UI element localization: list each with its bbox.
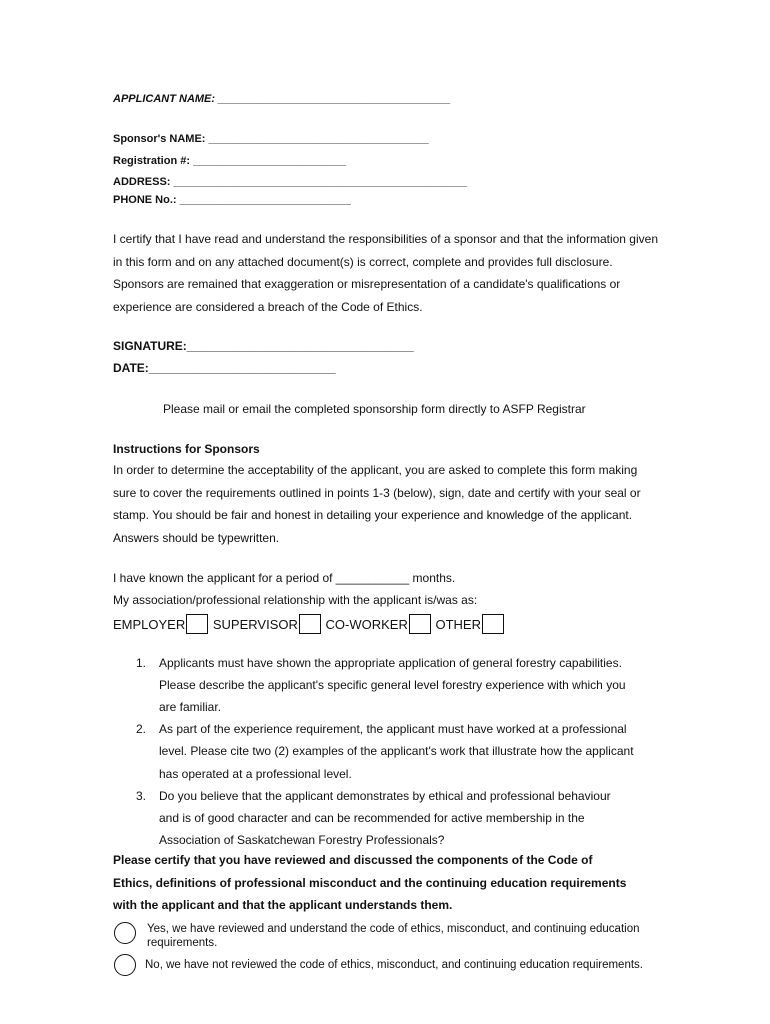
point-3-line-2: and is of good character and can be recommended for active membership in the [159,811,585,825]
code-of-ethics-line-2: Ethics, definitions of professional misconduct and the continuing education requirements [113,876,627,890]
date-field[interactable]: DATE:____________________________ [113,361,336,375]
point-1-line-1: Applicants must have shown the appropriate application of general forestry capabilities. [159,656,622,670]
point-3-line-3: Association of Saskatchewan Forestry Professionals? [159,833,445,847]
employer-checkbox[interactable] [186,614,208,634]
instructions-body: In order to determine the acceptability of the applicant, you are asked to complete this form making sure to cover the requirements outlined in points 1-3 (below), sign, date and certify with your seal or stamp. You should be fair and honest in detailing your experience and knowledge of the applicant. Answers should be typewritten. [113,463,641,545]
relationship-options [113,614,505,634]
supervisor-checkbox[interactable] [299,614,321,634]
point-2-number: 2. [136,722,147,736]
certify-paragraph: I certify that I have read and understand the responsibilities of a sponsor and that the information given in this form and on any attached document(s) is correct, complete and provides full disclosure. Sponsors are remained that exaggeration or misrepresentation of a candidate's qualifications or experience are considered a breach of the Code of Ethics. [113,232,658,314]
no-reviewed-radio[interactable] [114,954,136,976]
registration-number-field[interactable]: Registration #: _________________________ [113,155,347,167]
point-2-line-1: As part of the experience requirement, the applicant must have worked at a professional [159,722,627,736]
address-field[interactable]: ADDRESS: ________________________________________________ [113,176,468,188]
co-worker-checkbox[interactable] [409,614,431,634]
code-of-ethics-line-1: Please certify that you have reviewed and discussed the components of the Code of [113,853,593,867]
relationship-label: My association/professional relationship with the applicant is/was as: [113,593,478,607]
no-reviewed-option: No, we have not reviewed the code of ethics, misconduct, and continuing education requirements. [145,959,643,971]
point-2-line-3: has operated at a professional level. [159,767,352,781]
point-2-line-2: level. Please cite two (2) examples of the applicant's work that illustrate how the applicant [159,744,634,758]
mail-note: Please mail or email the completed sponsorship form directly to ASFP Registrar [163,402,586,416]
other-checkbox[interactable] [482,614,504,634]
yes-reviewed-radio[interactable] [114,922,136,944]
other-label: OTHER [435,617,481,632]
point-1-line-3: are familiar. [159,700,222,714]
point-1-number: 1. [136,656,147,670]
employer-label: EMPLOYER [113,617,186,632]
signature-field[interactable]: SIGNATURE:__________________________________ [113,339,414,353]
yes-reviewed-option [147,922,639,950]
yes-option-line-1: Yes, we have reviewed and understand the code of ethics, misconduct, and continuing education [147,923,640,935]
co-worker-label: CO-WORKER [325,617,408,632]
instructions-heading: Instructions for Sponsors [113,442,260,456]
sponsor-name-field[interactable]: Sponsor's NAME: ____________________________________ [113,133,429,145]
code-of-ethics-line-3: with the applicant and that the applicant understands them. [113,898,453,912]
point-3-number: 3. [136,789,147,803]
applicant-name-field[interactable]: APPLICANT NAME: ______________________________________ [113,93,451,105]
point-3-line-1: Do you believe that the applicant demonstrates by ethical and professional behaviour [159,789,611,803]
supervisor-label: SUPERVISOR [212,617,298,632]
yes-option-line-2: requirements. [147,937,218,949]
known-period-field[interactable]: I have known the applicant for a period of ___________ months. [113,571,456,585]
point-1-line-2: Please describe the applicant's specific general level forestry experience with which you [159,678,626,692]
phone-field[interactable]: PHONE No.: ____________________________ [113,194,351,206]
